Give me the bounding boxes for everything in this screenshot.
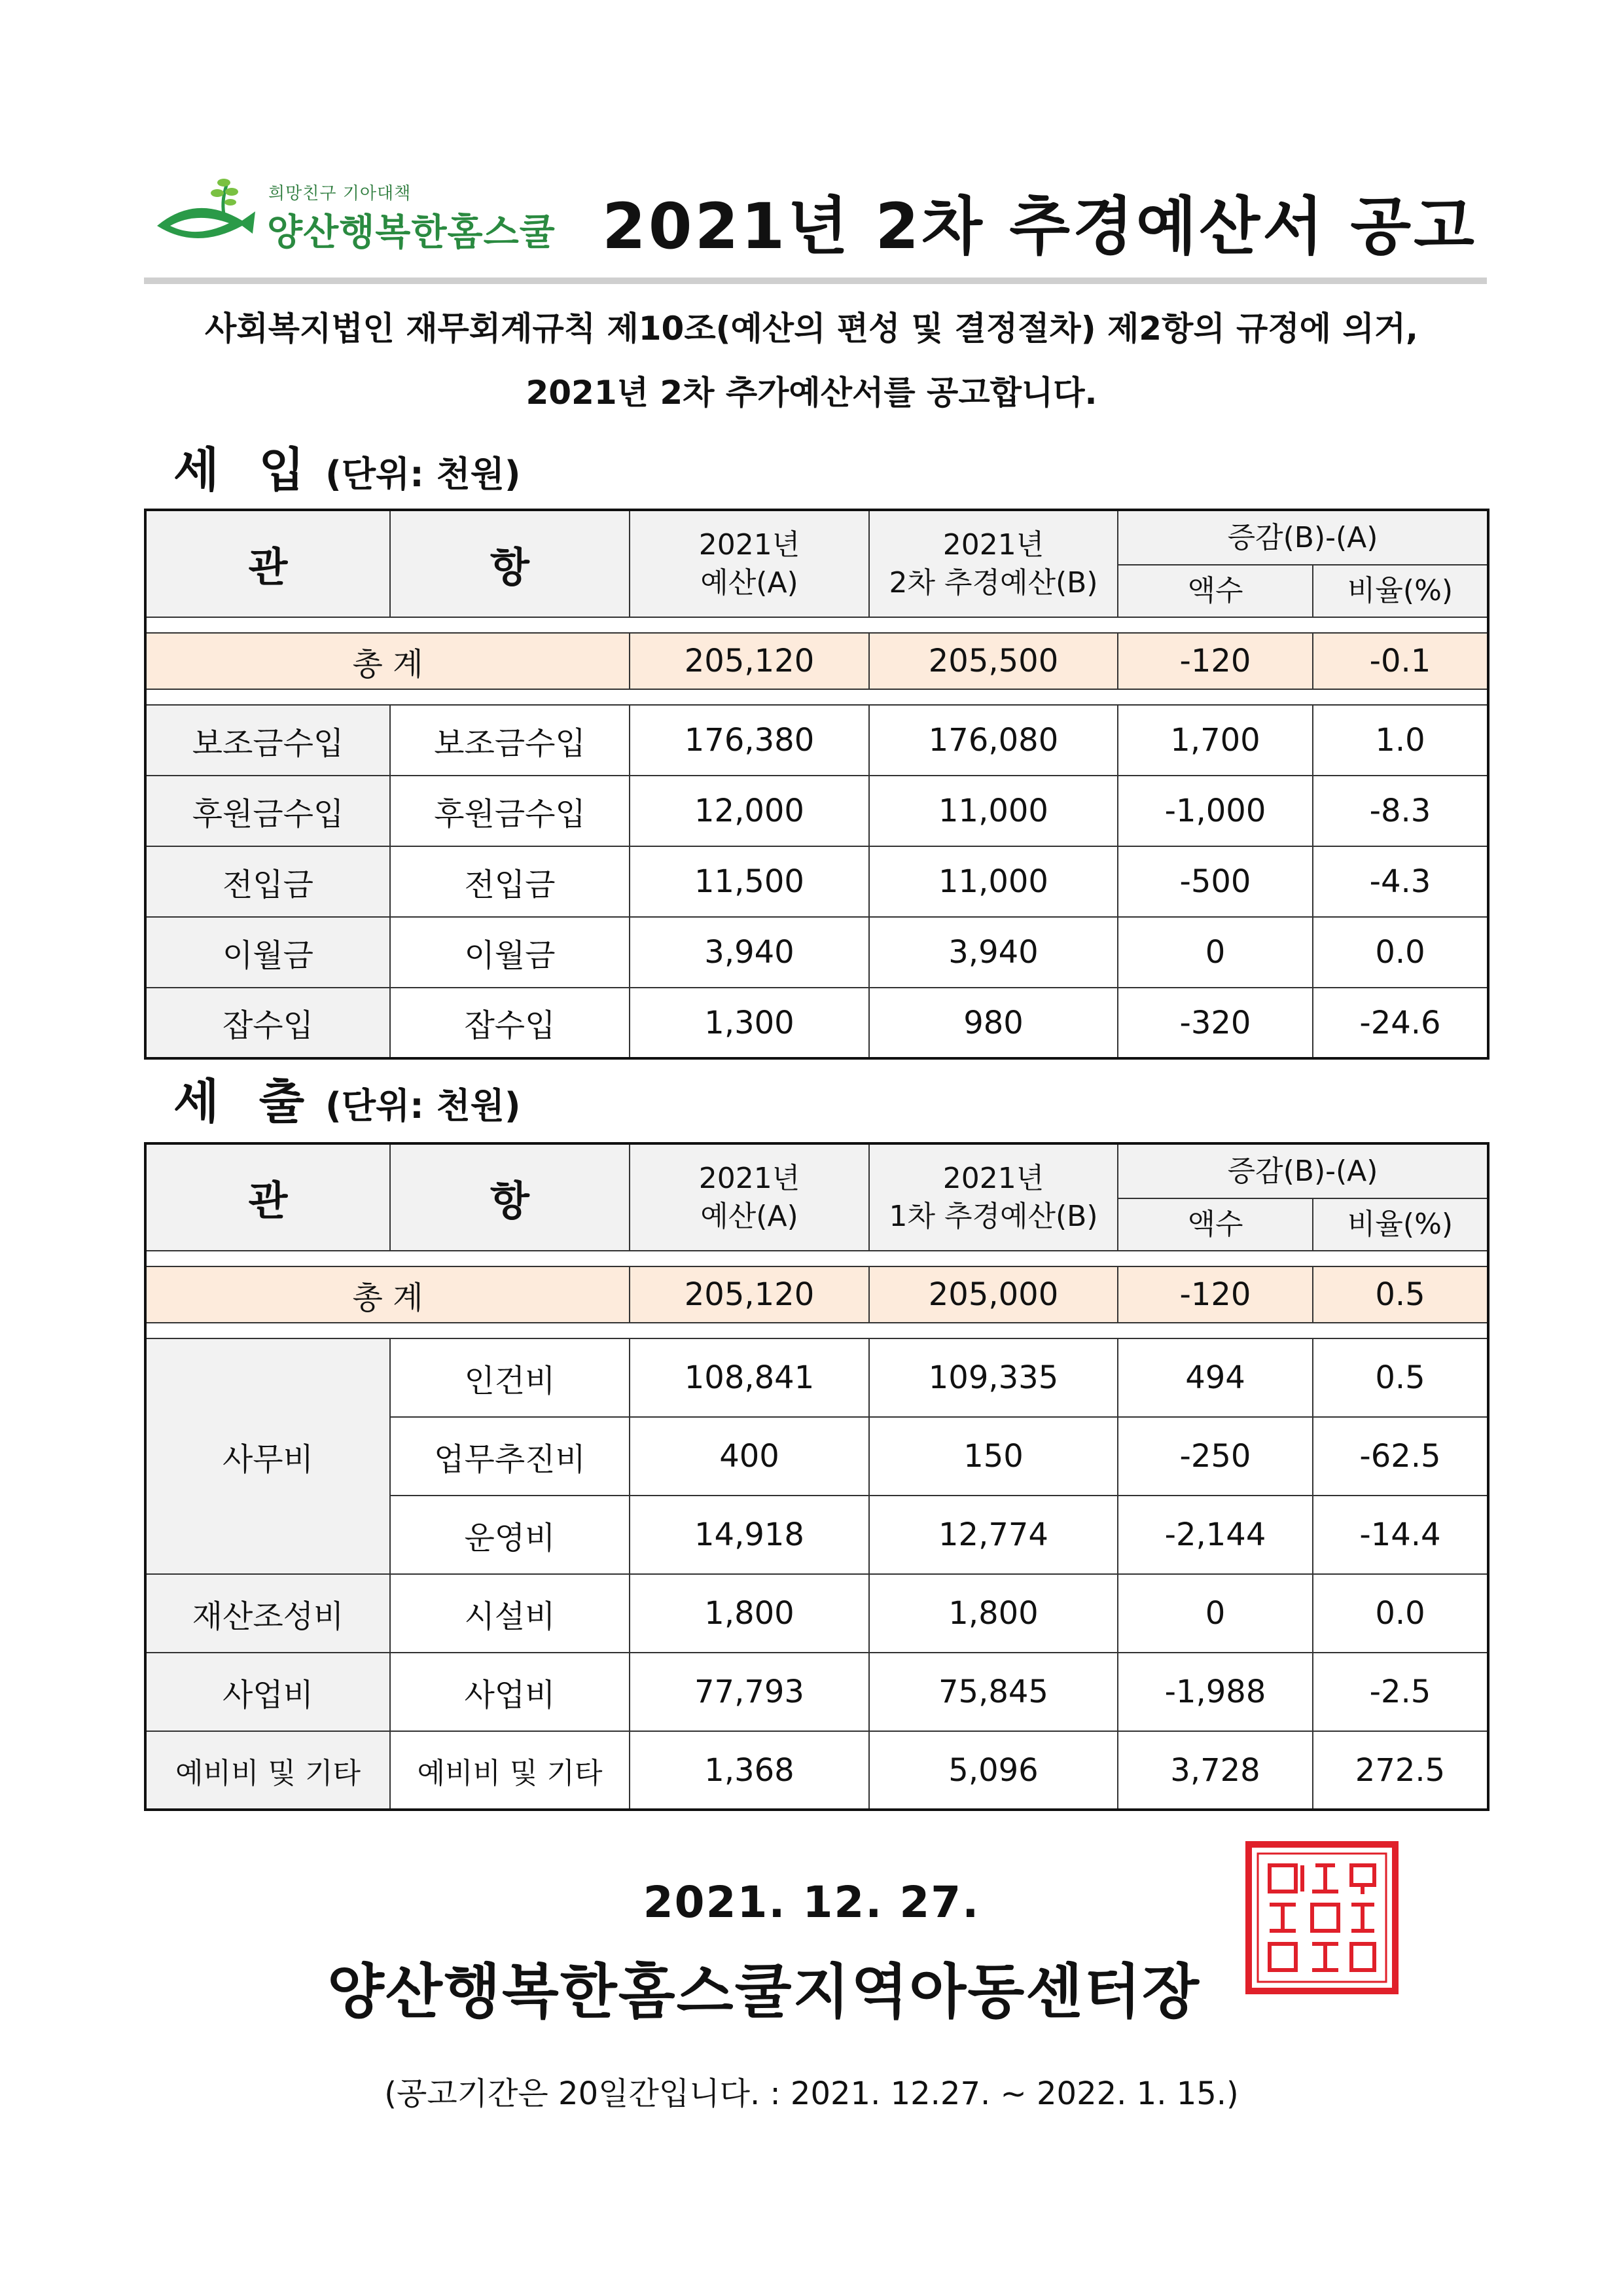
header-budget-b	[869, 1143, 1118, 1251]
header-budget-a-label: 예산(A)	[700, 1199, 798, 1233]
row-a: 1,800	[630, 1574, 869, 1653]
row-b: 176,080	[869, 705, 1118, 776]
header-budget-b	[869, 510, 1118, 617]
total-ratio: 0.5	[1313, 1266, 1488, 1323]
row-gwan: 사업비	[145, 1653, 390, 1731]
row-gwan: 전입금	[145, 846, 390, 917]
total-label: 총 계	[145, 633, 630, 689]
header-budget-a	[630, 510, 869, 617]
table-row	[145, 1731, 1488, 1810]
row-gwan: 보조금수입	[145, 705, 390, 776]
row-gwan: 잡수입	[145, 988, 390, 1058]
header-budget-b-label: 1차 추경예산(B)	[889, 1199, 1098, 1233]
header-budget-b-year: 2021년	[942, 1161, 1044, 1195]
row-hang: 업무추진비	[390, 1417, 630, 1496]
intro-line-2: 2021년 2차 추가예산서를 공고합니다.	[526, 374, 1097, 412]
table-row	[145, 917, 1488, 988]
row-a: 11,500	[630, 846, 869, 917]
row-a: 1,300	[630, 988, 869, 1058]
row-a: 77,793	[630, 1653, 869, 1731]
header-diff: 증감(B)-(A)	[1118, 1143, 1488, 1198]
header-ratio: 비율(%)	[1313, 1198, 1488, 1251]
row-ratio: 272.5	[1313, 1731, 1488, 1810]
row-ratio: -8.3	[1313, 776, 1488, 846]
header-budget-b-label: 2차 추경예산(B)	[889, 565, 1098, 600]
row-ratio: -14.4	[1313, 1496, 1488, 1574]
row-ratio: -4.3	[1313, 846, 1488, 917]
row-amount: 0	[1118, 1574, 1313, 1653]
expense-unit: (단위: 천원)	[325, 1085, 521, 1126]
header-budget-a-year: 2021년	[698, 1161, 800, 1195]
income-heading	[173, 432, 521, 500]
table-row	[145, 846, 1488, 917]
row-amount: 3,728	[1118, 1731, 1313, 1810]
row-gwan-office: 사무비	[145, 1338, 390, 1574]
row-ratio: 0.5	[1313, 1338, 1488, 1417]
title-divider	[144, 278, 1487, 284]
header-hang: 항	[390, 510, 630, 617]
logo-name: 양산행복한홈스쿨	[267, 211, 556, 254]
row-ratio: 0.0	[1313, 917, 1488, 988]
row-amount: -1,988	[1118, 1653, 1313, 1731]
row-hang: 운영비	[390, 1496, 630, 1574]
intro-line-1: 사회복지법인 재무회계규칙 제10조(예산의 편성 및 결정절차) 제2항의 규정에 의거,	[205, 310, 1418, 348]
row-gwan: 후원금수입	[145, 776, 390, 846]
row-ratio: -2.5	[1313, 1653, 1488, 1731]
row-amount: -250	[1118, 1417, 1313, 1496]
spacer-row	[145, 1323, 1488, 1338]
row-b: 5,096	[869, 1731, 1118, 1810]
total-amount: -120	[1118, 1266, 1313, 1323]
row-hang: 보조금수입	[390, 705, 630, 776]
row-hang: 인건비	[390, 1338, 630, 1417]
row-hang: 예비비 및 기타	[390, 1731, 630, 1810]
header-diff: 증감(B)-(A)	[1118, 510, 1488, 565]
header-amount: 액수	[1118, 565, 1313, 617]
row-ratio: 1.0	[1313, 705, 1488, 776]
total-amount: -120	[1118, 633, 1313, 689]
row-hang: 이월금	[390, 917, 630, 988]
income-title: 세 입	[173, 442, 317, 497]
director-title: 양산행복한홈스쿨지역아동센터장	[327, 1958, 1201, 2026]
total-row	[145, 1266, 1488, 1323]
table-row	[145, 988, 1488, 1058]
expense-heading	[173, 1064, 521, 1132]
logo	[151, 167, 556, 265]
row-b: 3,940	[869, 917, 1118, 988]
header-budget-a-year: 2021년	[698, 528, 800, 562]
table-row	[145, 1574, 1488, 1653]
row-hang: 전입금	[390, 846, 630, 917]
income-unit: (단위: 천원)	[325, 454, 521, 495]
row-ratio: -24.6	[1313, 988, 1488, 1058]
row-a: 14,918	[630, 1496, 869, 1574]
expense-table	[144, 1142, 1489, 1811]
total-row	[145, 633, 1488, 689]
header-budget-a-label: 예산(A)	[700, 565, 798, 600]
row-b: 11,000	[869, 776, 1118, 846]
row-gwan: 이월금	[145, 917, 390, 988]
logo-tagline: 희망친구 기아대책	[268, 184, 412, 204]
row-amount: 0	[1118, 917, 1313, 988]
header-hang: 항	[390, 1143, 630, 1251]
row-hang: 후원금수입	[390, 776, 630, 846]
row-ratio: 0.0	[1313, 1574, 1488, 1653]
notice-period: (공고기간은 20일간입니다. : 2021. 12.27. ~ 2022. 1. 15.)	[384, 2075, 1239, 2112]
row-b: 75,845	[869, 1653, 1118, 1731]
row-ratio: -62.5	[1313, 1417, 1488, 1496]
header-gwan: 관	[145, 510, 390, 617]
row-a: 108,841	[630, 1338, 869, 1417]
row-a: 3,940	[630, 917, 869, 988]
row-b: 980	[869, 988, 1118, 1058]
header-gwan: 관	[145, 1143, 390, 1251]
row-gwan: 재산조성비	[145, 1574, 390, 1653]
income-table	[144, 509, 1489, 1060]
total-a: 205,120	[630, 1266, 869, 1323]
row-amount: 494	[1118, 1338, 1313, 1417]
spacer-row	[145, 689, 1488, 705]
row-amount: 1,700	[1118, 705, 1313, 776]
row-b: 11,000	[869, 846, 1118, 917]
row-a: 176,380	[630, 705, 869, 776]
header-budget-a	[630, 1143, 869, 1251]
total-label: 총 계	[145, 1266, 630, 1323]
row-hang: 사업비	[390, 1653, 630, 1731]
row-hang: 시설비	[390, 1574, 630, 1653]
row-b: 1,800	[869, 1574, 1118, 1653]
table-row	[145, 1338, 1488, 1417]
total-ratio: -0.1	[1313, 633, 1488, 689]
document-title: 2021년 2차 추경예산서 공고	[602, 190, 1477, 263]
table-row	[145, 705, 1488, 776]
row-b: 150	[869, 1417, 1118, 1496]
row-a: 12,000	[630, 776, 869, 846]
row-amount: -1,000	[1118, 776, 1313, 846]
row-gwan: 예비비 및 기타	[145, 1731, 390, 1810]
header-ratio: 비율(%)	[1313, 565, 1488, 617]
row-b: 109,335	[869, 1338, 1118, 1417]
spacer-row	[145, 617, 1488, 633]
expense-title: 세 출	[173, 1074, 317, 1129]
row-amount: -2,144	[1118, 1496, 1313, 1574]
announcement-date: 2021. 12. 27.	[643, 1877, 980, 1928]
row-hang: 잡수입	[390, 988, 630, 1058]
row-a: 1,368	[630, 1731, 869, 1810]
header-budget-b-year: 2021년	[942, 528, 1044, 562]
header-amount: 액수	[1118, 1198, 1313, 1251]
row-b: 12,774	[869, 1496, 1118, 1574]
total-b: 205,500	[869, 633, 1118, 689]
total-b: 205,000	[869, 1266, 1118, 1323]
row-a: 400	[630, 1417, 869, 1496]
official-seal-icon	[1243, 1839, 1400, 1996]
total-a: 205,120	[630, 633, 869, 689]
row-amount: -500	[1118, 846, 1313, 917]
spacer-row	[145, 1251, 1488, 1266]
row-amount: -320	[1118, 988, 1313, 1058]
table-row	[145, 1653, 1488, 1731]
table-row	[145, 776, 1488, 846]
fish-leaf-logo-icon	[151, 173, 262, 259]
